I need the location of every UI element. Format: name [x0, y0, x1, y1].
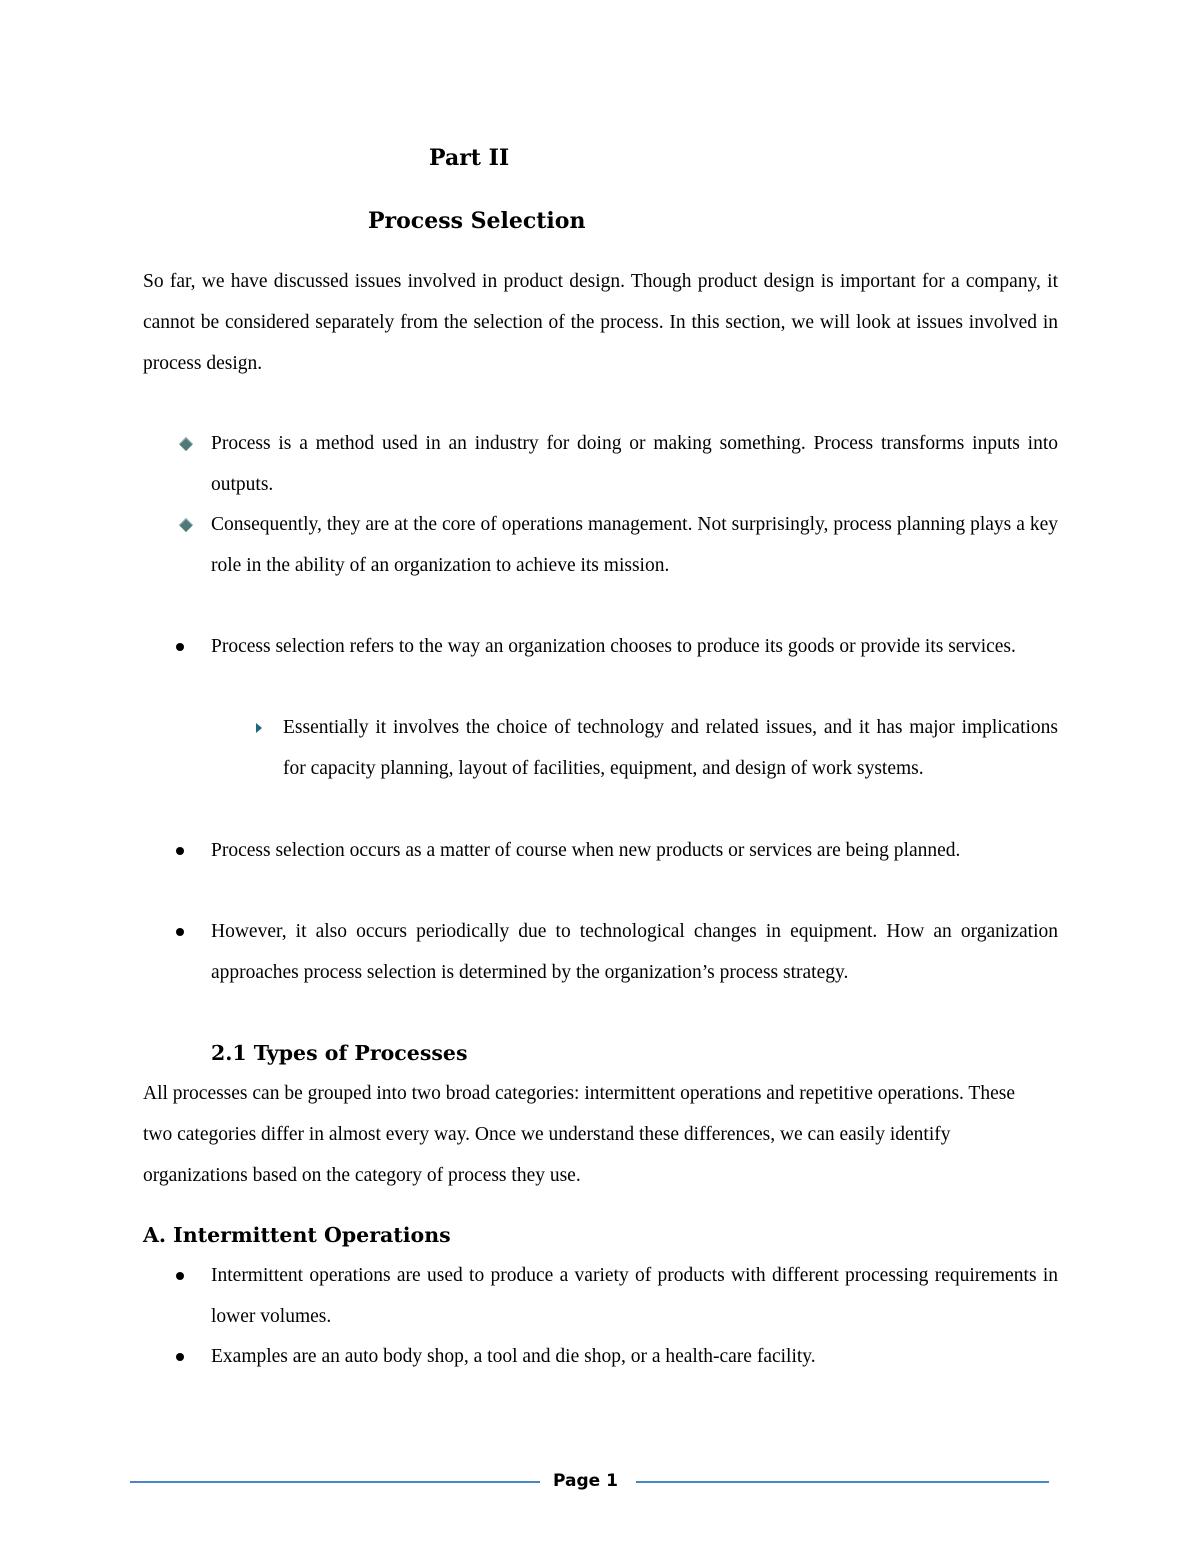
types-heading: 2.1 Types of Processes [211, 1041, 468, 1065]
bullet-item-3: However, it also occurs periodically due to technological changes in equipment. How an organization approaches process selection is determined by the organization’s process strategy. [211, 921, 1058, 983]
intermittent-item-2: Examples are an auto body shop, a tool and die shop, or a health-care facility. [211, 1346, 816, 1367]
footer-rule-right [636, 1481, 1049, 1483]
section-title: Process Selection [368, 208, 586, 234]
diamond-bullet-icon [179, 437, 193, 451]
footer-rule-left [130, 1481, 540, 1483]
bullet-dot-icon [176, 847, 184, 855]
page-number: Page 1 [553, 1471, 618, 1491]
arrow-bullet-icon [256, 723, 262, 733]
types-paragraph: All processes can be grouped into two broad categories: intermittent operations and repetitive operations. These two categories differ in almost every way. Once we understand these differences, we can easily identify organizations based on the category of process they use. [143, 1083, 1015, 1186]
bullet-dot-icon [176, 928, 184, 936]
bullet-item-2: Process selection occurs as a matter of course when new products or services are being planned. [211, 840, 961, 861]
bullet-dot-icon [176, 1272, 184, 1280]
intermittent-heading: A. Intermittent Operations [143, 1223, 451, 1247]
bullet-dot-icon [176, 1353, 184, 1361]
diamond-item-1: Process is a method used in an industry for doing or making something. Process transforms inputs into outputs. [211, 433, 1058, 495]
diamond-item-2: Consequently, they are at the core of operations management. Not surprisingly, process planning plays a key role in the ability of an organization to achieve its mission. [211, 514, 1058, 576]
diamond-bullet-icon [179, 518, 193, 532]
bullet-item-1: Process selection refers to the way an organization chooses to produce its goods or provide its services. [211, 636, 1016, 657]
part-title: Part II [429, 145, 510, 171]
sub-bullet-item: Essentially it involves the choice of technology and related issues, and it has major implications for capacity planning, layout of facilities, equipment, and design of work systems. [283, 717, 1058, 779]
intro-paragraph: So far, we have discussed issues involved in product design. Though product design is important for a company, it cannot be considered separately from the selection of the process. In this section, we will look at issues involved in process design. [143, 271, 1058, 374]
intermittent-item-1: Intermittent operations are used to produce a variety of products with different processing requirements in lower volumes. [211, 1265, 1058, 1327]
bullet-dot-icon [176, 643, 184, 651]
